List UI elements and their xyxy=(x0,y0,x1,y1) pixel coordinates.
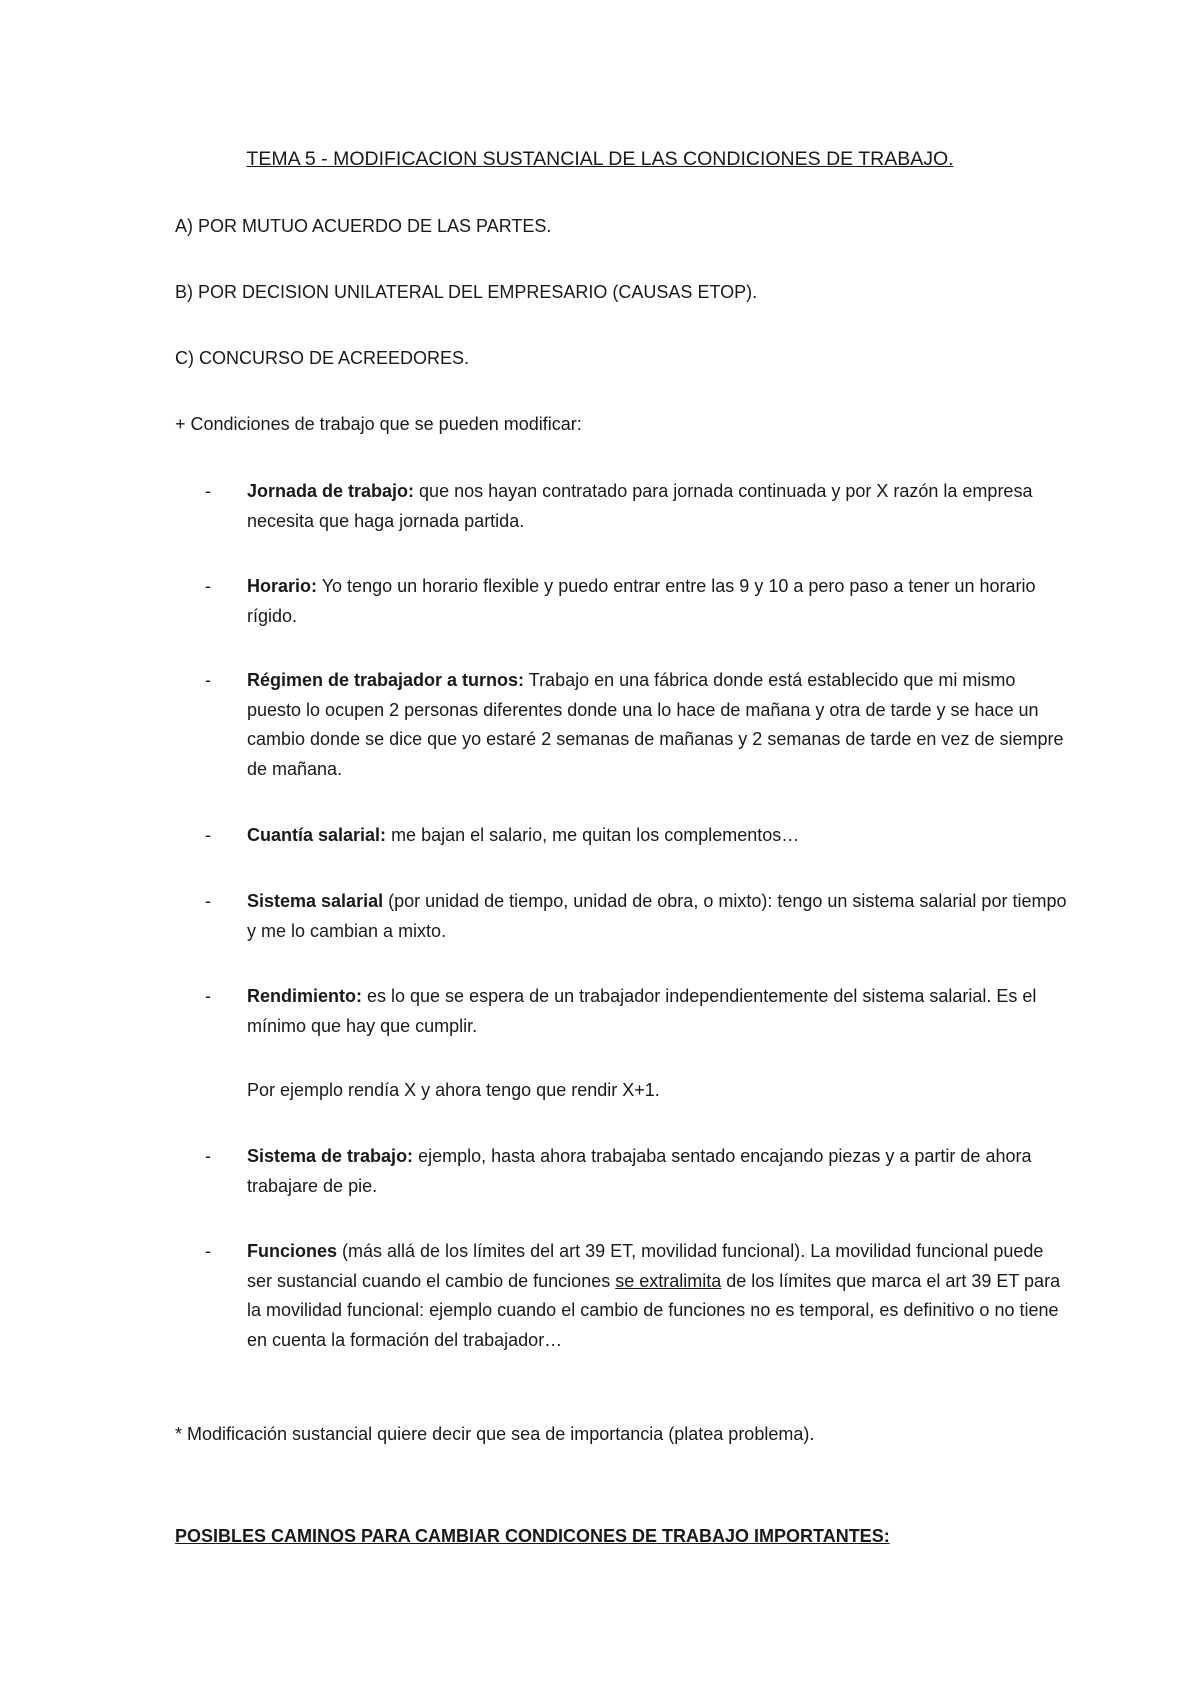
item-description: me bajan el salario, me quitan los complementos… xyxy=(386,825,800,845)
item-term: Jornada de trabajo: xyxy=(247,481,415,501)
item-description: es lo que se espera de un trabajador independientemente del sistema salarial. Es el mínimo que hay que cumplir. xyxy=(247,986,1037,1036)
bullet-dash: - xyxy=(205,670,211,690)
option-a: A) POR MUTUO ACUERDO DE LAS PARTES. xyxy=(175,216,552,236)
bullet-dash: - xyxy=(205,1146,211,1166)
list-item xyxy=(207,821,1067,851)
list-item-text xyxy=(247,666,1067,784)
bullet-dash: - xyxy=(205,1241,211,1261)
list-item xyxy=(207,477,1067,536)
list-item xyxy=(207,1142,1067,1201)
intro-text: + Condiciones de trabajo que se pueden modificar: xyxy=(175,414,582,434)
list-item-text xyxy=(247,821,1067,851)
list-item xyxy=(207,572,1067,631)
bullet-dash: - xyxy=(205,825,211,845)
list-item xyxy=(207,1237,1067,1355)
list-item-text xyxy=(247,477,1067,536)
page-title: TEMA 5 - MODIFICACION SUSTANCIAL DE LAS CONDICIONES DE TRABAJO. xyxy=(246,148,954,170)
list-item xyxy=(207,887,1067,946)
item-term: Horario: xyxy=(247,576,318,596)
bullet-dash: - xyxy=(205,986,211,1006)
item-description: ejemplo, hasta ahora trabajaba sentado encajando piezas y a partir de ahora trabajare de pie. xyxy=(247,1146,1032,1196)
item-description: Trabajo en una fábrica donde está establecido que mi mismo puesto lo ocupen 2 personas diferentes donde una lo hace de mañana y otra de tarde y se hace un cambio donde se dice que yo estaré 2 semanas de mañanas y 2 semanas de tarde en vez de siempre de mañana. xyxy=(247,670,1064,779)
list-item-text xyxy=(247,887,1067,946)
item-term: Sistema salarial xyxy=(247,891,384,911)
section-heading: POSIBLES CAMINOS PARA CAMBIAR CONDICONES DE TRABAJO IMPORTANTES: xyxy=(175,1526,890,1546)
item-description: (por unidad de tiempo, unidad de obra, o mixto): tengo un sistema salarial por tiempo y me lo cambian a mixto. xyxy=(247,891,1067,941)
bullet-dash: - xyxy=(205,481,211,501)
option-b: B) POR DECISION UNILATERAL DEL EMPRESARIO (CAUSAS ETOP). xyxy=(175,282,758,302)
bullet-dash: - xyxy=(205,576,211,596)
underlined-phrase: se extralimita xyxy=(615,1270,722,1291)
option-c: C) CONCURSO DE ACREEDORES. xyxy=(175,348,470,368)
item-description: (más allá de los límites del art 39 ET, movilidad funcional). La movilidad funcional puede ser sustancial cuando el cambio de funciones xyxy=(247,1241,1044,1291)
list-item-text xyxy=(247,572,1067,631)
item-term: Cuantía salarial: xyxy=(247,825,387,845)
item-term: Funciones xyxy=(247,1241,338,1261)
footnote: * Modificación sustancial quiere decir que sea de importancia (platea problema). xyxy=(175,1424,815,1444)
item-term: Sistema de trabajo: xyxy=(247,1146,414,1166)
item-description-end: de los límites que marca el art 39 ET para la movilidad funcional: ejemplo cuando el cambio de funciones no es temporal, es definitivo o no tiene en cuenta la formación del trabajador… xyxy=(247,1270,1061,1350)
example-text: Por ejemplo rendía X y ahora tengo que rendir X+1. xyxy=(247,1080,660,1100)
list-item xyxy=(207,982,1067,1041)
item-description: que nos hayan contratado para jornada continuada y por X razón la empresa necesita que haga jornada partida. xyxy=(247,481,1033,531)
bullet-dash: - xyxy=(205,891,211,911)
list-item xyxy=(207,666,1067,784)
item-term: Rendimiento: xyxy=(247,986,362,1006)
list-item-text xyxy=(247,982,1067,1041)
item-description: Yo tengo un horario flexible y puedo entrar entre las 9 y 10 a pero paso a tener un horario rígido. xyxy=(247,576,1036,626)
item-term: Régimen de trabajador a turnos: xyxy=(247,670,525,690)
list-item-text xyxy=(247,1142,1067,1201)
list-item-text xyxy=(247,1237,1067,1355)
